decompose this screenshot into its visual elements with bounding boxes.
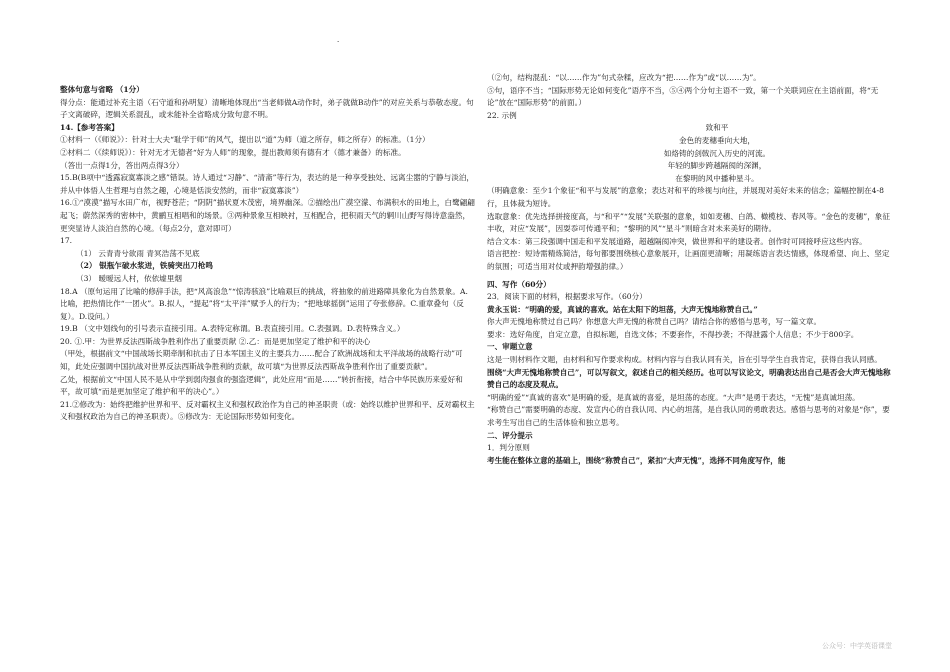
- text-paragraph: 1．判分原则: [487, 443, 530, 453]
- text-paragraph: 围绕“大声无愧地称赞自己”，可以写叙文，叙述自己的相关经历。也可以写议论文，明确表达出自己是否会大声无愧地称赞自己的态度及观点。: [487, 367, 891, 390]
- text-paragraph: （明确意象：至少1个象征“和平与发展”的意象；表达对和平的珍视与向往，并展现对美好未来的信念；篇幅控制在4-8行，且体裁为短诗。: [487, 186, 884, 208]
- text-paragraph: 17.: [60, 236, 73, 246]
- text-paragraph: 23．阅读下面的材料，根据要求写作。（60分）: [487, 292, 647, 302]
- text-paragraph: 你大声无愧地称赞过自己吗？你想意大声无愧的称赞自己吗？请结合你的感悟与思考，写一篇文章。: [487, 317, 822, 327]
- text-paragraph: （甲处，根据前文“中国战场长期牵制和抗击了日本军国主义的主要兵力……配合了欧洲战场和太平洋战场的战略行动”可知，此处应强调中国抗战对世界反法西斯战争胜利的贡献，故可填“为世界反法西斯战争胜利作出了重要贡献”。: [60, 349, 463, 372]
- poem-line: 如烙铸的剑戟沉入历史的河流。: [663, 148, 771, 158]
- poem-line: 金色的麦穗垂向大地，: [679, 135, 755, 145]
- poem-line: 在黎明的风中播种星斗。: [675, 173, 759, 183]
- text-paragraph: （②句，结构混乱：“以……作为”句式杂糅，应改为“把……作为”或“以……为”。: [487, 73, 761, 82]
- text-paragraph: 考生能在整体立意的基础上，围绕“称赞自己”，紧扣“大声无愧”，选择不同角度写作，能: [487, 455, 786, 465]
- text-paragraph: 乙处，根据前文“中国人民不是从中学到弱肉强食的强盗逻辑”，此处应用“而是……”转折衔接，结合中华民族历来爱好和平，故可填“而是更加坚定了维护和平的决心”。）: [60, 374, 463, 397]
- text-paragraph: 14.【参考答案】: [60, 122, 119, 132]
- text-paragraph: ②材料二（《续师说》）：针对无才无德者“好为人师”的现象，提出教师须有德有才（德才兼备）的标准。: [60, 147, 406, 157]
- text-paragraph: ①材料一（《师说》）：针对士大夫“耻学于师”的风气，提出以“道”为师（道之所存，师之所存）的标准。（1分）: [60, 135, 430, 145]
- watermark: 公众号：中学英语课堂: [822, 642, 892, 650]
- text-paragraph: 这是一则材料作文题，由材料和写作要求构成。材料内容与自我认同有关，旨在引导学生自我肯定，获得自我认同感。: [487, 355, 882, 365]
- text-paragraph: 19.B （文中划线句的引号表示直接引用。A.表特定称谓。B.表直接引用。C.表强调。D.表特殊含义。）: [60, 324, 405, 334]
- text-paragraph: （答出一点得1分，答出两点得3分）: [60, 160, 184, 170]
- text-paragraph: 选取意象：优先选择拼接度高，与“和平”“发展”关联强的意象，如如麦穗、白鸽、橄榄枝、春风等。“金色的麦穗”，象征丰收，对应“发展”，因耍忝可传通平和；“黎明的风”“星斗”则暗含对未来美好的期待。: [487, 211, 890, 234]
- text-paragraph: 整体句意与省略 （1分）: [60, 85, 144, 94]
- text-paragraph: 20. ①.甲：为世界反法西斯战争胜利作出了重要贡献 ②.乙：而是更加坚定了维护和平的决心: [60, 336, 371, 346]
- text-paragraph: 四、写作（60分）: [487, 279, 551, 289]
- text-paragraph: “称赞自己”需要明确的态度、发宣内心的自我认同、内心的坦荡，是自我认同的勇敢表达。感悟与思考的对象是“你”，要求考生写出自己的生活体验和独立思考。: [487, 405, 890, 428]
- left-column: [60, 84, 475, 424]
- right-column: [487, 72, 897, 467]
- text-paragraph: “明确的爱”“真诚的喜欢”是明确的爱，是真诚的喜爱，是坦荡的态度。“大声”是勇于表达，“无愧”是真诚坦荡。: [487, 392, 860, 402]
- text-paragraph: 21.②修改为：始终把维护世界和平、反对霸权主义和强权政治作为自己的神圣职责（或：始终以维护世界和平、反对霸权主义和强权政治为自己的神圣职责）。⑤修改为：无论国际形势如何变化。: [60, 399, 475, 422]
- text-paragraph: （3） 暧暧远人村，依依墟里烟: [76, 273, 182, 283]
- text-paragraph: 语言把控：短诗需精炼简洁，每句都要围绕核心意象展开，让画面更清晰；用凝练语言表达情感，体现希望、向上、坚定的氛围；可适当用对仗或押韵增强韵律。）: [487, 249, 890, 271]
- text-paragraph: 结合文本：第三段强调中国走和平发展道路，超越隔阂冲突，做世界和平的建设者。创作时可同接呼应这些内容。: [487, 236, 867, 246]
- text-paragraph: 二、评分提示: [487, 430, 533, 440]
- text-paragraph: 得分点：能通过补充主语（石守道和孙明复）清晰地体现出“当老师做A动作时，弟子就做B动作”的对应关系与恭敬态度。句子文离破碎，逻辑关系混乱，或未能补全省略成分致句意不明。: [60, 97, 474, 120]
- text-paragraph: 15.B(B项中“透露寂寞寡淡之感”错误。诗人通过“习静”、“清斋”等行为，表达的是一种享受独处、远离尘嚣的宁静与淡泊，并从中体悟人生哲理与自然之趣，心境是恬淡安然的，而非“寂寞寡淡”）: [60, 173, 474, 195]
- text-paragraph: 一、审题立意: [487, 342, 533, 352]
- poem-line: 致和平: [705, 123, 729, 133]
- text-paragraph: 18.A （原句运用了比喻的修辞手法，把“风高浪急”“惊涛骇浪”比喻艰巨的挑战，将抽象的前进路障具象化为自然景象。A.比喻，把热情比作“一团火”。B.拟人，“提起”将“太平洋”赋予人的行为；“把地球摇倒”运用了夸张修辞。C.重章叠句（反复）。D.设问。）: [60, 286, 468, 321]
- text-paragraph: 22. 示例: [487, 110, 517, 120]
- poem-line: 年轻的脚步跨越隔阂的深渊，: [667, 161, 767, 171]
- text-paragraph: （1） 云青青兮欲雨 青冥浩荡不见底: [76, 248, 200, 258]
- text-paragraph: 要求：选好角度，自定立意，自拟标题，自选文体；不要套作，不得抄袭；不得泄露个人信息；不少于800字。: [487, 329, 859, 339]
- text-paragraph: （2） 银瓶乍破水浆迸，铁骑突出刀枪鸣: [76, 261, 214, 271]
- text-paragraph: 黄永玉说：“明确的爱，真诚的喜欢。站在太阳下的坦荡，大声无愧地称赞自己。”: [487, 304, 758, 314]
- text-paragraph: 16.①“漠漠”描写水田广布，视野苍茫；“阴阴”描状夏木茂密，境界幽深。②描绘出广漠空濛、布满积水的田地上，白鹭翩翩起飞；蔚然深秀的密林中，黄鹂互相唱和的场景。③两种景象互相映衬，互相配合，把积雨天气的辋川山野写得诗意盎然，更突显诗人淡泊自然的心境。（每点2分，意对即可）: [60, 198, 475, 233]
- text-paragraph: ⑤句，语序不当；“国际形势无论如何变化”语序不当，⑤④两个分句主语不一致，第一个关联词应在主语前面，将“无论”放在“国际形势”的前面。）: [487, 85, 879, 108]
- top-mark: ·: [337, 38, 340, 46]
